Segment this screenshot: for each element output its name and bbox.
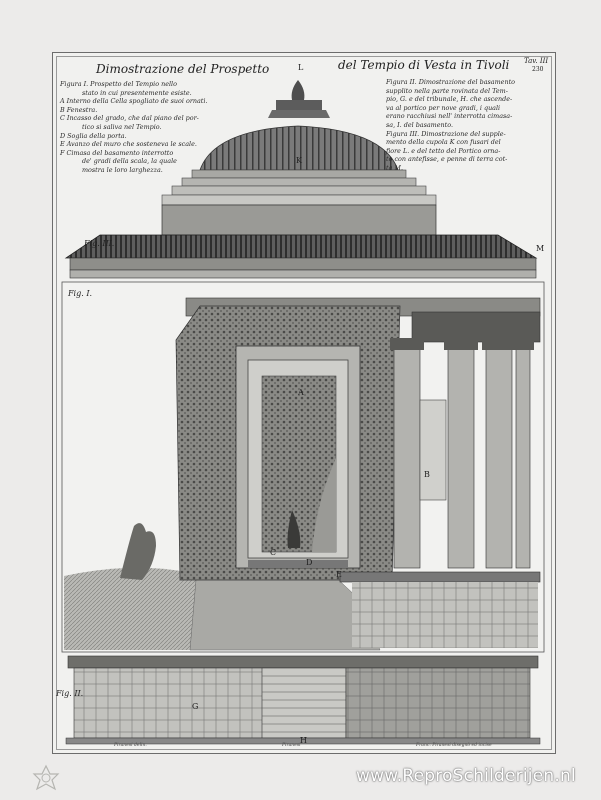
legend-left-line: Figura I. Prospetto del Tempio nello — [60, 80, 177, 88]
title-left: Dimostrazione del Prospetto — [96, 62, 270, 76]
ground-left — [64, 568, 200, 650]
legend-left-line: tico si saliva nel Tempio. — [82, 122, 162, 131]
legend-right-line: erano racchiusi nell' interrotta cimasa- — [386, 112, 513, 121]
repro-logo-icon — [34, 766, 58, 789]
letter-c: C — [270, 548, 277, 557]
page-number: 230 — [532, 66, 544, 73]
fig1-label: Fig. I. — [68, 289, 93, 298]
watermark: www.ReproSchilderijen.nl — [356, 766, 576, 786]
letter-d: D — [306, 558, 313, 567]
fig2-label: Fig. II. — [56, 689, 84, 698]
legend-right-line: sa, I. del basamento. — [386, 120, 453, 129]
letter-l: L — [298, 63, 304, 72]
legend-left-line: D Soglia della porta. — [60, 131, 127, 140]
signature-center: Piranesi — [282, 743, 301, 748]
legend-right-line: Figura II. Dimostrazione del basamento — [386, 78, 515, 86]
legend-left-line: A Interno della Cella spogliato de suoi ornati. — [60, 97, 208, 106]
letter-k: K — [296, 156, 302, 165]
legend-left-line: C Incasso del grado, che dal piano del por- — [60, 114, 199, 123]
legend-right-line: fiore L. e del tetto del Portico orna- — [386, 146, 501, 155]
legend-right-line: pio, G. e del tribunale, H. che ascende- — [386, 95, 513, 104]
legend-right-line: to con antefisse, e penne di terra cot- — [386, 155, 508, 164]
signature-left: Piranesi delin. — [114, 743, 147, 748]
letter-b: B — [424, 470, 430, 479]
legend-right-line: supplito nella parte rovinata del Tem- — [386, 86, 508, 95]
legend-left-line: mostra le loro larghezza. — [82, 165, 163, 174]
legend-left — [60, 80, 207, 175]
fig3-label: Fig. III. — [84, 239, 115, 248]
legend-right — [386, 78, 515, 173]
letter-e: E — [336, 570, 342, 579]
letter-m: M — [536, 244, 545, 253]
legend-left-line: B Fenestra. — [60, 105, 98, 114]
legend-right-line: va al portico per nove gradi, i quali — [386, 103, 501, 112]
letter-a: A — [298, 388, 304, 397]
legend-right-line: Figura III. Dimostrazione del supple- — [386, 129, 506, 138]
basement-figure — [66, 656, 540, 744]
legend-right-line: ta M. — [386, 163, 403, 172]
letter-h: H — [300, 736, 307, 745]
signature-right: Franc. Piranesi disegnò ed incise — [416, 743, 492, 748]
letter-g: G — [192, 702, 199, 711]
legend-left-line: E Avanzo del muro che sosteneva le scale. — [60, 140, 197, 149]
plate-number: Tav. III — [524, 57, 549, 65]
legend-left-line: stato in cui presentemente esiste. — [82, 88, 192, 97]
legend-left-line: F Cimasa del basamento interrotto — [60, 148, 174, 157]
title-right: del Tempio di Vesta in Tivoli — [338, 58, 510, 72]
legend-right-line: mento della cupola K con fusari del — [386, 138, 501, 147]
legend-left-line: de' gradi della scala, la quale — [82, 157, 177, 166]
